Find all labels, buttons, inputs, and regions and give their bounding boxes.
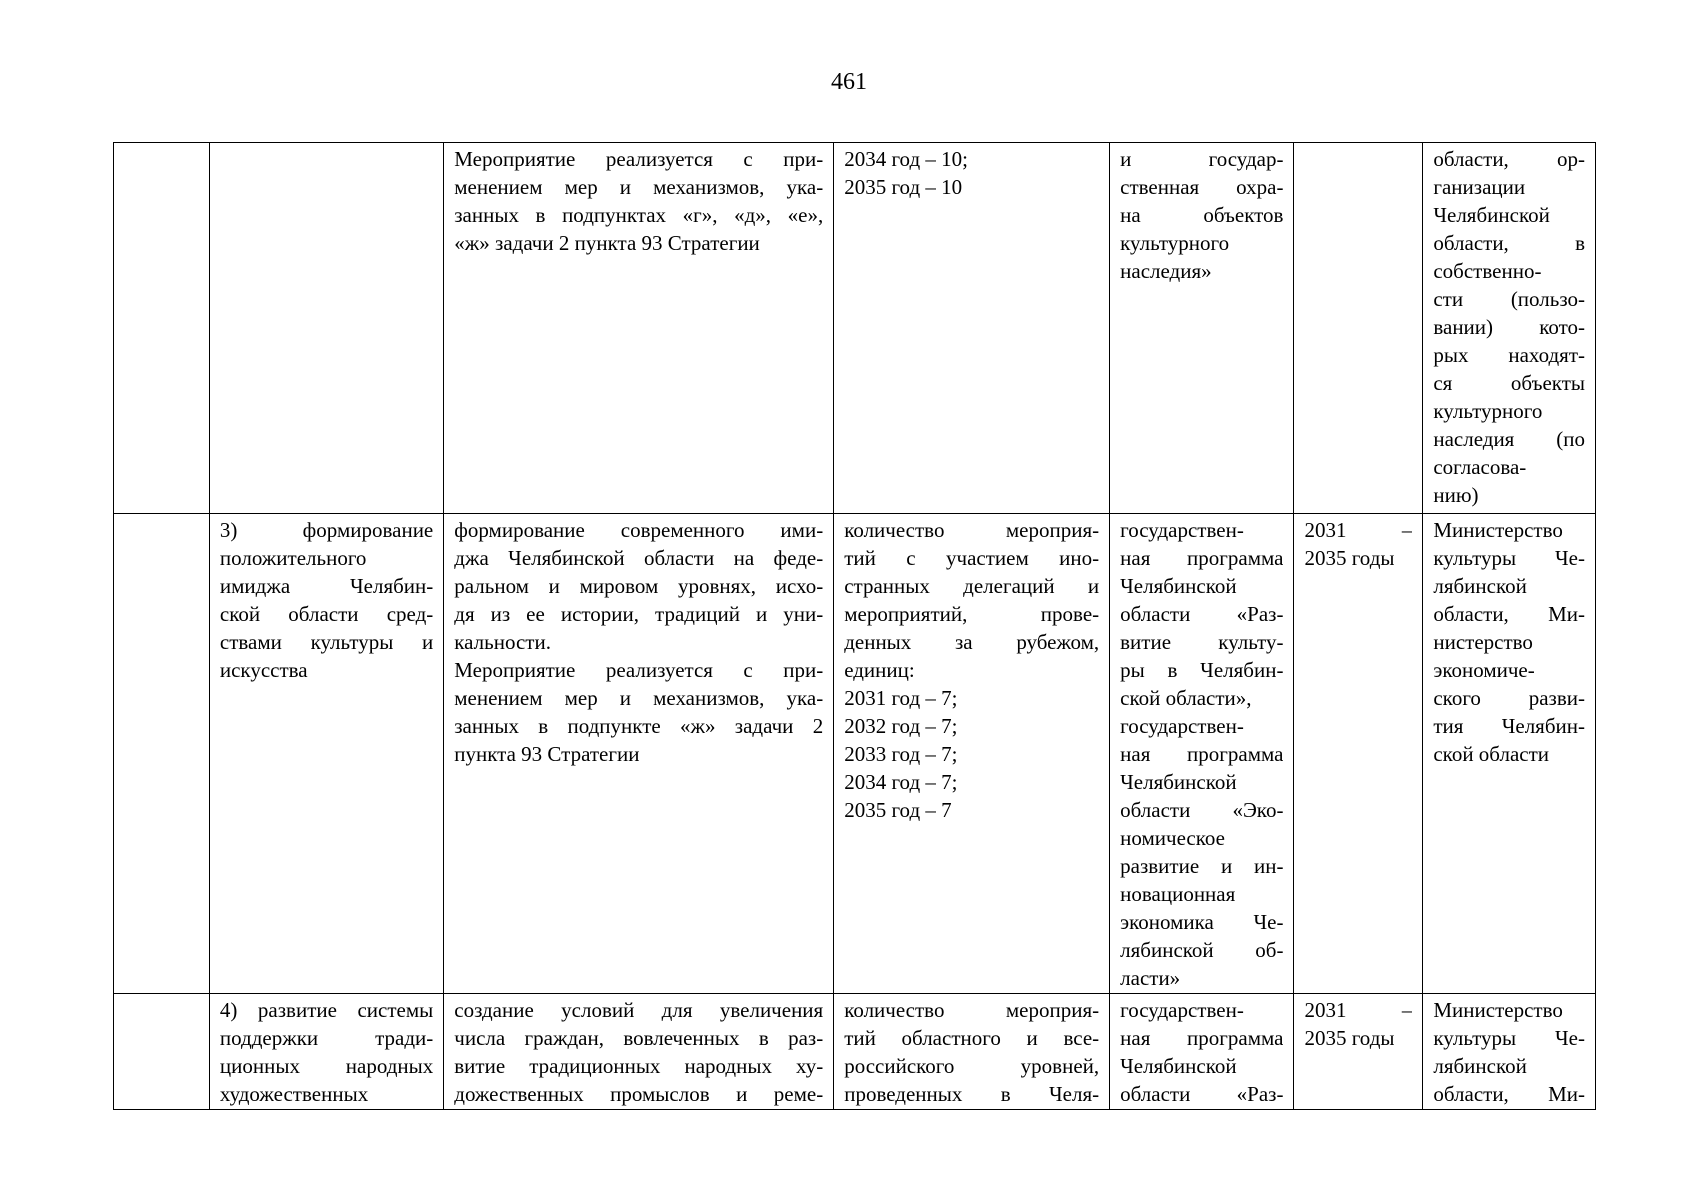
text-line: и государ- <box>1120 147 1284 171</box>
cell-number <box>114 514 210 994</box>
text-line: занных в подпункте «ж» задачи 2 <box>454 714 824 738</box>
text-line: 2031 – <box>1304 518 1413 542</box>
text-line: Челябинской <box>1120 1054 1237 1078</box>
text-line: ской области <box>1433 742 1550 766</box>
text-line: проведенных в Челя- <box>844 1082 1100 1106</box>
text-line: наследия (по <box>1433 427 1585 451</box>
text-line: области, Ми- <box>1433 602 1585 626</box>
text-line: государствен- <box>1120 714 1244 738</box>
text-line: государствен- <box>1120 998 1244 1022</box>
text-line: согласова- <box>1433 455 1527 479</box>
text-line: витие традиционных народных ху- <box>454 1054 824 1078</box>
cell-program <box>1110 514 1294 994</box>
text-line: менением мер и механизмов, ука- <box>454 175 824 199</box>
cell-period <box>1294 514 1423 994</box>
cell-event-name <box>209 994 443 1110</box>
text-line: области, Ми- <box>1433 1082 1585 1106</box>
text-line: тий с участием ино- <box>844 546 1100 570</box>
text-line: ласти» <box>1120 966 1181 990</box>
text-line: мероприятий, прове- <box>844 602 1100 626</box>
text-line: количество мероприя- <box>844 998 1100 1022</box>
text-line: наследия» <box>1120 259 1212 283</box>
text-line: номическое <box>1120 826 1225 850</box>
text-line: лябинской <box>1433 574 1527 598</box>
text-line: Министерство <box>1433 998 1563 1022</box>
text-line: 2031 – <box>1304 998 1413 1022</box>
text-line: области «Раз- <box>1120 602 1284 626</box>
cell-indicator <box>834 143 1110 514</box>
cell-event-name <box>209 143 443 514</box>
text-line: нистерство <box>1433 630 1533 654</box>
text-line: лябинской <box>1433 1054 1527 1078</box>
text-line: количество мероприя- <box>844 518 1100 542</box>
text-line: культуры Че- <box>1433 1026 1585 1050</box>
text-line: ственная охра- <box>1120 175 1284 199</box>
cell-program <box>1110 994 1294 1110</box>
text-line: формирование современного ими- <box>454 518 824 542</box>
text-line: собственно- <box>1433 259 1542 283</box>
text-line: единиц: <box>844 658 915 682</box>
text-line: Мероприятие реализуется с при- <box>454 658 824 682</box>
text-line: российского уровней, <box>844 1054 1100 1078</box>
text-line: ная программа <box>1120 546 1284 570</box>
text-line: пункта 93 Стратегии <box>454 742 640 766</box>
table-row <box>114 994 1596 1110</box>
text-line: положительного <box>219 546 367 570</box>
cell-program <box>1110 143 1294 514</box>
document-table <box>113 142 1596 1110</box>
cell-description <box>444 994 834 1110</box>
text-line: рых находят- <box>1433 343 1585 367</box>
cell-number <box>114 143 210 514</box>
text-line: странных делегаций и <box>844 574 1100 598</box>
text-line: 2035 год – 7 <box>844 798 952 822</box>
text-line: экономика Че- <box>1120 910 1284 934</box>
text-line: Министерство <box>1433 518 1563 542</box>
cell-period <box>1294 143 1423 514</box>
text-line: Мероприятие реализуется с при- <box>454 147 824 171</box>
text-line: вании) кото- <box>1433 315 1585 339</box>
cell-event-name <box>209 514 443 994</box>
text-line: менением мер и механизмов, ука- <box>454 686 824 710</box>
text-line: дожественных промыслов и реме- <box>454 1082 824 1106</box>
cell-number <box>114 994 210 1110</box>
text-line: создание условий для увеличения <box>454 998 824 1022</box>
text-line: 2033 год – 7; <box>844 742 958 766</box>
text-line: 2035 годы <box>1304 1026 1395 1050</box>
text-line: кальности. <box>454 630 551 654</box>
text-line: 2031 год – 7; <box>844 686 958 710</box>
text-line: 3) формирование <box>219 518 434 542</box>
text-line: ской области сред- <box>219 602 434 626</box>
text-line: 2034 год – 10; <box>844 147 968 171</box>
cell-responsible <box>1423 143 1596 514</box>
text-line: новационная <box>1120 882 1236 906</box>
text-line: Челябинской <box>1433 203 1550 227</box>
cell-responsible <box>1423 514 1596 994</box>
text-line: Челябинской <box>1120 770 1237 794</box>
text-line: тий областного и все- <box>844 1026 1100 1050</box>
text-line: занных в подпунктах «г», «д», «е», <box>454 203 824 227</box>
cell-indicator <box>834 994 1110 1110</box>
cell-period <box>1294 994 1423 1110</box>
cell-description <box>444 514 834 994</box>
text-line: культуры Че- <box>1433 546 1585 570</box>
text-line: витие культу- <box>1120 630 1284 654</box>
text-line: культурного <box>1433 399 1543 423</box>
text-line: 2035 годы <box>1304 546 1395 570</box>
text-line: ная программа <box>1120 742 1284 766</box>
text-line: ционных народных <box>219 1054 434 1078</box>
text-line: области, в <box>1433 231 1585 255</box>
text-line: художественных <box>219 1082 369 1106</box>
cell-indicator <box>834 514 1110 994</box>
cell-description <box>444 143 834 514</box>
text-line: на объектов <box>1120 203 1284 227</box>
text-line: 2032 год – 7; <box>844 714 958 738</box>
text-line: области, ор- <box>1433 147 1585 171</box>
text-line: ствами культуры и <box>219 630 434 654</box>
text-line: культурного <box>1120 231 1230 255</box>
text-line: ральном и мировом уровнях, исхо- <box>454 574 824 598</box>
text-line: поддержки тради- <box>219 1026 434 1050</box>
table-row <box>114 514 1596 994</box>
text-line: 2034 год – 7; <box>844 770 958 794</box>
text-line: 4) развитие системы <box>219 998 434 1022</box>
page-number: 461 <box>831 69 867 95</box>
text-line: ского разви- <box>1433 686 1585 710</box>
text-line: государствен- <box>1120 518 1244 542</box>
text-line: дя из ее истории, традиций и уни- <box>454 602 824 626</box>
text-line: джа Челябинской области на феде- <box>454 546 824 570</box>
text-line: лябинской об- <box>1120 938 1284 962</box>
text-line: ная программа <box>1120 1026 1284 1050</box>
text-line: «ж» задачи 2 пункта 93 Стратегии <box>454 231 760 255</box>
text-line: ры в Челябин- <box>1120 658 1284 682</box>
text-line: нию) <box>1433 483 1479 507</box>
text-line: ганизации <box>1433 175 1526 199</box>
text-line: числа граждан, вовлеченных в раз- <box>454 1026 824 1050</box>
text-line: области «Эко- <box>1120 798 1284 822</box>
text-line: 2035 год – 10 <box>844 175 963 199</box>
table-row <box>114 143 1596 514</box>
text-line: Челябинской <box>1120 574 1237 598</box>
text-line: искусства <box>219 658 308 682</box>
text-line: сти (пользо- <box>1433 287 1585 311</box>
cell-responsible <box>1423 994 1596 1110</box>
text-line: денных за рубежом, <box>844 630 1100 654</box>
text-line: имиджа Челябин- <box>219 574 434 598</box>
text-line: области «Раз- <box>1120 1082 1284 1106</box>
text-line: ся объекты <box>1433 371 1585 395</box>
text-line: экономиче- <box>1433 658 1535 682</box>
text-line: развитие и ин- <box>1120 854 1284 878</box>
text-line: ской области», <box>1120 686 1252 710</box>
text-line: тия Челябин- <box>1433 714 1585 738</box>
